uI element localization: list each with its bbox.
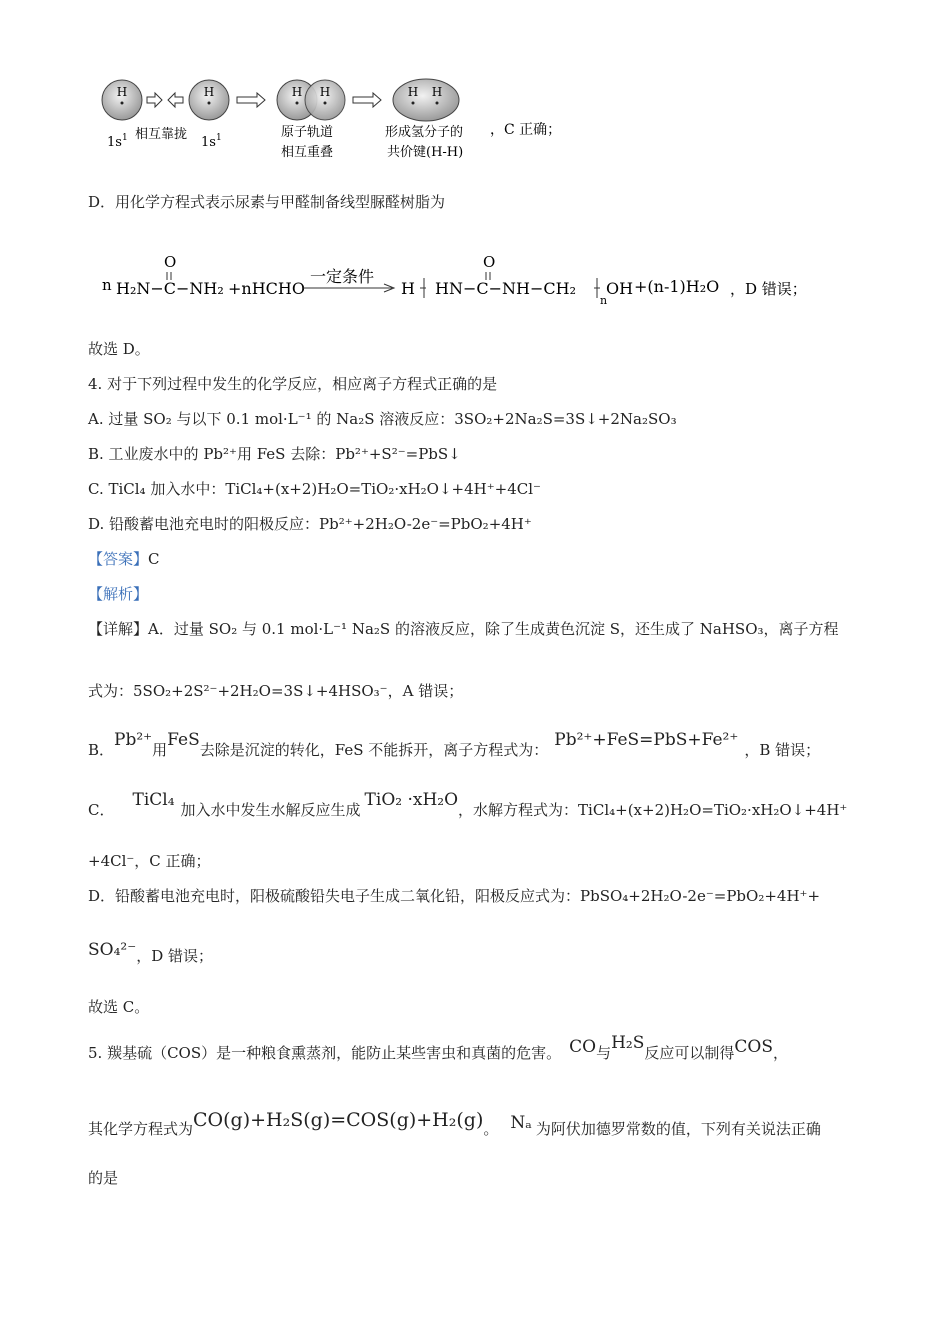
svg-text:O: O: [164, 253, 177, 271]
detail-d-line1: D．铅酸蓄电池充电时，阳极硫酸铅失电子生成二氧化铅，阳极反应式为：PbSO₄+2H₂O-2e⁻=PbO₂+4H⁺+: [88, 887, 821, 905]
detail-c-line2: +4Cl⁻，C 正确；: [88, 852, 211, 870]
q5-line1: 5. 羰基硫（COS）是一种粮食熏蒸剂，能防止某些害虫和真菌的危害。 CO与H₂S反应可以制得COS，: [88, 1033, 789, 1062]
q5-line3: 的是: [88, 1169, 119, 1187]
svg-text:O: O: [483, 253, 496, 271]
answer-value: C: [148, 550, 160, 568]
answer-line: [88, 549, 160, 569]
svg-text:H: H: [291, 85, 303, 99]
svg-text:n: n: [102, 276, 112, 294]
bond-label-2: 共价键(H-H): [387, 145, 464, 160]
arrow-right-icon: [237, 93, 265, 107]
detail-a-line2: 式为：5SO₂+2S²⁻+2H₂O=3S↓+4HSO₃⁻，A 错误；: [88, 682, 464, 700]
arrow-right-icon: [147, 93, 162, 107]
cos-equation: CO(g)+H₂S(g)=COS(g)+H₂(g): [193, 1109, 484, 1131]
h2-molecule: [393, 79, 459, 121]
overlap-label-1: 原子轨道: [281, 125, 334, 140]
avogadro-symbol: Nₐ: [510, 1113, 532, 1133]
q4-option-d: D. 铅酸蓄电池充电时的阳极反应：Pb²⁺+2H₂O-2e⁻=PbO₂+4H⁺: [88, 515, 532, 533]
detail-c-line1: C． TiCl₄ 加入水中发生水解反应生成 TiO₂ ·xH₂O，水解方程式为：TiCl₄+(x+2)H₂O=TiO₂·xH₂O↓+4H⁺: [88, 790, 848, 819]
svg-text:+nHCHO: +nHCHO: [228, 279, 305, 298]
detail-d-line2: SO₄²⁻，D 错误；: [88, 940, 213, 965]
svg-text:+(n-1)H₂O: +(n-1)H₂O: [634, 277, 720, 296]
q4-option-b: B. 工业废水中的 Pb²⁺用 FeS 去除：Pb²⁺+S²⁻=PbS↓: [88, 445, 461, 463]
b-equation: Pb²⁺+FeS=PbS+Fe²⁺: [554, 730, 739, 750]
analysis-line: [88, 584, 148, 604]
svg-text:H₂N−C−NH₂: H₂N−C−NH₂: [116, 279, 224, 298]
answer-tag: 【答案】: [88, 550, 149, 568]
svg-text:H: H: [431, 85, 443, 99]
right-orbital-label: $1s^1$: [201, 133, 222, 150]
detail-b-line: B．Pb²⁺用FeS去除是沉淀的转化，FeS 不能拆开，离子方程式为： Pb²⁺+FeS=PbS+Fe²⁺ ，B 错误；: [88, 730, 821, 759]
svg-text:n: n: [600, 294, 608, 307]
approach-label: 相互靠拢: [135, 127, 188, 142]
svg-text:H: H: [203, 85, 215, 99]
svg-text:OH: OH: [606, 279, 634, 298]
left-orbital-label: $1s^1$: [107, 133, 128, 150]
ticl4-formula: TiCl₄: [132, 790, 175, 810]
svg-text:H: H: [319, 85, 331, 99]
statement-suffix: ，C 正确；: [490, 122, 562, 138]
cos-formula: COS: [734, 1037, 774, 1057]
svg-text:H: H: [401, 279, 415, 298]
q5-line2: 其化学方程式为CO(g)+H₂S(g)=COS(g)+H₂(g)。 Nₐ 为阿伏加德罗常数的值，下列有关说法正确: [88, 1109, 821, 1138]
q4-title: 4. 对于下列过程中发生的化学反应，相应离子方程式正确的是: [88, 375, 498, 393]
arrow-left-icon: [168, 93, 183, 107]
d-intro: D．用化学方程式表示尿素与甲醛制备线型脲醛树脂为: [88, 193, 446, 211]
so4-ion: SO₄²⁻: [88, 940, 137, 960]
bond-label-1: 形成氢分子的: [385, 125, 464, 140]
svg-text:H: H: [407, 85, 419, 99]
overlap-label-2: 相互重叠: [281, 145, 334, 160]
tio2-formula: TiO₂ ·xH₂O: [364, 790, 459, 810]
co-formula: CO: [569, 1037, 597, 1057]
h2s-formula: H₂S: [611, 1033, 645, 1053]
fes-formula: FeS: [167, 730, 200, 750]
q4-option-a: A. 过量 SO₂ 与以下 0.1 mol·L⁻¹ 的 Na₂S 溶液反应：3SO₂+2Na₂S=3S↓+2Na₂SO₃: [88, 410, 677, 428]
detail-tag: 【详解】: [88, 620, 149, 638]
q4-option-c: C. TiCl₄ 加入水中：TiCl₄+(x+2)H₂O=TiO₂·xH₂O↓+4H⁺+4Cl⁻: [88, 480, 541, 498]
svg-text:HN−C−NH−CH₂: HN−C−NH−CH₂: [435, 279, 576, 298]
h-label: H: [116, 85, 128, 99]
condition-label: 一定条件: [310, 267, 375, 286]
orbital-overlap-diagram: [95, 72, 615, 167]
select-c: 故选 C。: [88, 998, 150, 1016]
select-d: 故选 D。: [88, 340, 150, 358]
pb-ion: Pb²⁺: [114, 730, 153, 750]
urea-resin-equation: [100, 250, 840, 310]
analysis-tag: 【解析】: [88, 585, 149, 603]
detail-a-line1: 【详解】A．过量 SO₂ 与 0.1 mol·L⁻¹ Na₂S 的溶液反应，除了生成黄色沉淀 S，还生成了 NaHSO₃，离子方程: [88, 620, 839, 638]
equation-suffix: ，D 错误；: [730, 280, 807, 298]
arrow-right-icon: [353, 93, 381, 107]
